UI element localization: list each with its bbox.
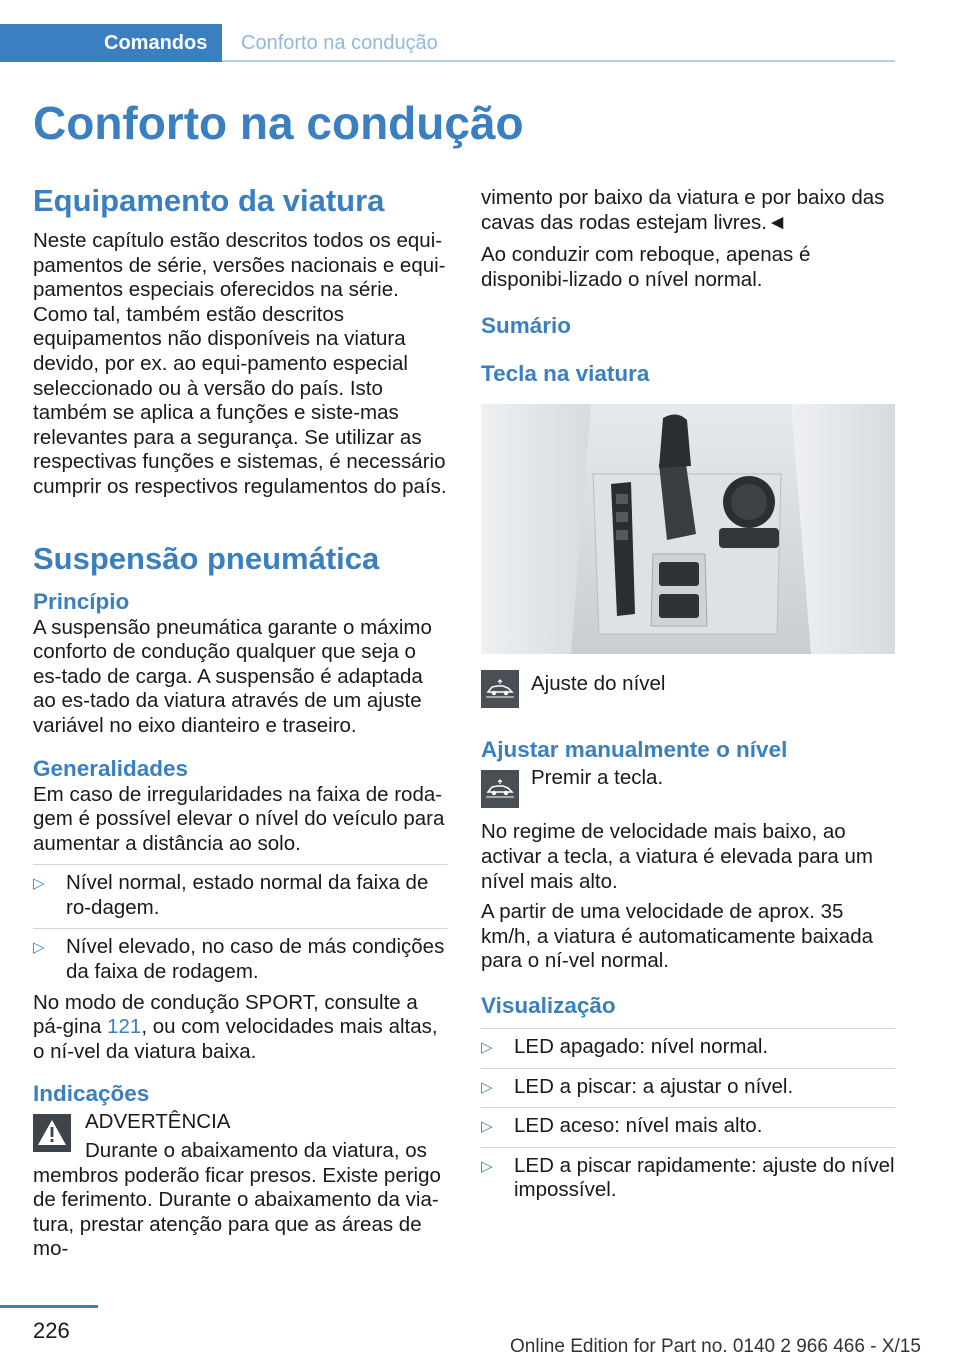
divider bbox=[481, 1147, 895, 1148]
warning-text: membros poderão ficar presos. Existe perigo de ferimento. Durante o abaixamento da via-tura, prestar atenção para que as áreas de mo- bbox=[33, 1163, 441, 1261]
divider bbox=[481, 1107, 895, 1108]
footer-rule bbox=[0, 1305, 98, 1308]
list-item bbox=[481, 1114, 895, 1139]
list-item bbox=[481, 1154, 895, 1203]
paragraph-continuation: vimento por baixo da viatura e por baixo das cavas das rodas estejam livres.◄ bbox=[481, 186, 885, 234]
press-text: Premir a tecla. bbox=[531, 766, 664, 790]
list-item-text: LED a piscar: a ajustar o nível. bbox=[514, 1074, 794, 1098]
list-item-text: Nível elevado, no caso de más condições da faixa de rodagem. bbox=[66, 935, 445, 984]
list-item bbox=[481, 1075, 895, 1100]
warning-icon bbox=[33, 1114, 71, 1152]
left-column bbox=[33, 180, 448, 1262]
console-photo bbox=[481, 404, 895, 654]
heading-equipamento: Equipamento da viatura bbox=[33, 183, 385, 218]
running-header bbox=[0, 24, 895, 62]
page-link[interactable]: 121 bbox=[107, 1015, 142, 1039]
bullet-triangle-icon: ▷ bbox=[481, 1157, 493, 1175]
list-item-text: LED apagado: nível normal. bbox=[514, 1034, 769, 1058]
paragraph-sport-text-b: , ou com velocidades mais altas, o ní-vel da viatura baixa. bbox=[33, 1015, 438, 1063]
paragraph-generalidades: Em caso de irregularidades na faixa de roda-gem é possível elevar o nível do veículo para aumentar a distância ao solo. bbox=[33, 782, 445, 855]
list-item bbox=[33, 871, 448, 920]
edition-text: Online Edition for Part no. 0140 2 966 466 - X/15 bbox=[510, 1336, 921, 1357]
list-item-text: LED aceso: nível mais alto. bbox=[514, 1114, 763, 1138]
page-title: Conforto na condução bbox=[33, 97, 524, 149]
heading-visualizacao: Visualização bbox=[481, 992, 616, 1018]
ride-height-icon bbox=[481, 670, 519, 708]
heading-tecla: Tecla na viatura bbox=[481, 361, 650, 387]
paragraph-partir: A partir de uma velocidade de aprox. 35 km/h, a viatura é automaticamente baixada para o ní-vel normal. bbox=[481, 900, 873, 973]
paragraph-regime: No regime de velocidade mais baixo, ao activar a tecla, a viatura é elevada para um nível mais alto. bbox=[481, 820, 873, 893]
bullet-triangle-icon: ▷ bbox=[33, 939, 45, 957]
warning-title: ADVERTÊNCIA bbox=[85, 1110, 231, 1134]
bullet-triangle-icon: ▷ bbox=[481, 1118, 493, 1136]
section-tab[interactable] bbox=[0, 24, 222, 62]
heading-suspensao: Suspensão pneumática bbox=[33, 540, 380, 576]
heading-principio: Princípio bbox=[33, 588, 130, 614]
paragraph-equipamento: Neste capítulo estão descritos todos os equi-pamentos de série, versões nacionais e equi-pamentos especiais oferecidos na série. Como tal, também estão descritos equipamentos não disponíveis na viatura devido, por ex. ao equi-pamento especial seleccionado ou à versão do país. Isto também se aplica a funções e siste-mas relevantes para a segurança. Se utilizar as respectivas funções e sistemas, é necessário cumprir os respectivos regulamentos do país. bbox=[33, 229, 447, 498]
heading-indicacoes: Indicações bbox=[33, 1081, 150, 1107]
divider bbox=[481, 1068, 895, 1069]
section-tab-label: Comandos bbox=[104, 32, 208, 54]
paragraph-sport bbox=[33, 991, 448, 1065]
warning-block bbox=[33, 1110, 448, 1262]
ride-height-button-icon bbox=[481, 770, 519, 808]
bullet-triangle-icon: ▷ bbox=[481, 1078, 493, 1096]
page-number: 226 bbox=[33, 1318, 70, 1343]
heading-sumario: Sumário bbox=[481, 313, 572, 339]
list-item-text: LED a piscar rapidamente: ajuste do nível impossível. bbox=[514, 1153, 895, 1202]
icon-caption-row bbox=[481, 670, 895, 710]
heading-generalidades: Generalidades bbox=[33, 755, 189, 781]
divider bbox=[481, 1028, 895, 1029]
divider bbox=[33, 864, 448, 865]
header-rule bbox=[222, 60, 895, 62]
press-row bbox=[481, 766, 895, 808]
list-item-text: Nível normal, estado normal da faixa de ro-dagem. bbox=[66, 871, 429, 919]
list-item bbox=[481, 1035, 895, 1060]
bullet-triangle-icon: ▷ bbox=[33, 875, 45, 893]
paragraph-sport-text-a: No modo de condução SPORT, consulte a pá-gina bbox=[33, 990, 418, 1039]
subsection-label[interactable]: Conforto na condução bbox=[241, 32, 438, 54]
paragraph-principio: A suspensão pneumática garante o máximo conforto de condução qualquer que seja o es-tado de carga. A suspensão é adaptada ao es-tado da viatura através de um ajuste variável no eixo dianteiro e traseiro. bbox=[33, 615, 432, 737]
heading-ajustar: Ajustar manualmente o nível bbox=[481, 737, 788, 763]
bullet-triangle-icon: ▷ bbox=[481, 1038, 493, 1056]
right-column bbox=[481, 180, 895, 1203]
warning-text-first-line: Durante o abaixamento da viatura, os bbox=[85, 1139, 427, 1163]
list-item bbox=[33, 935, 448, 984]
paragraph-reboque: Ao conduzir com reboque, apenas é disponibi-lizado o nível normal. bbox=[481, 243, 811, 291]
divider bbox=[33, 928, 448, 929]
icon-caption: Ajuste do nível bbox=[531, 672, 666, 696]
